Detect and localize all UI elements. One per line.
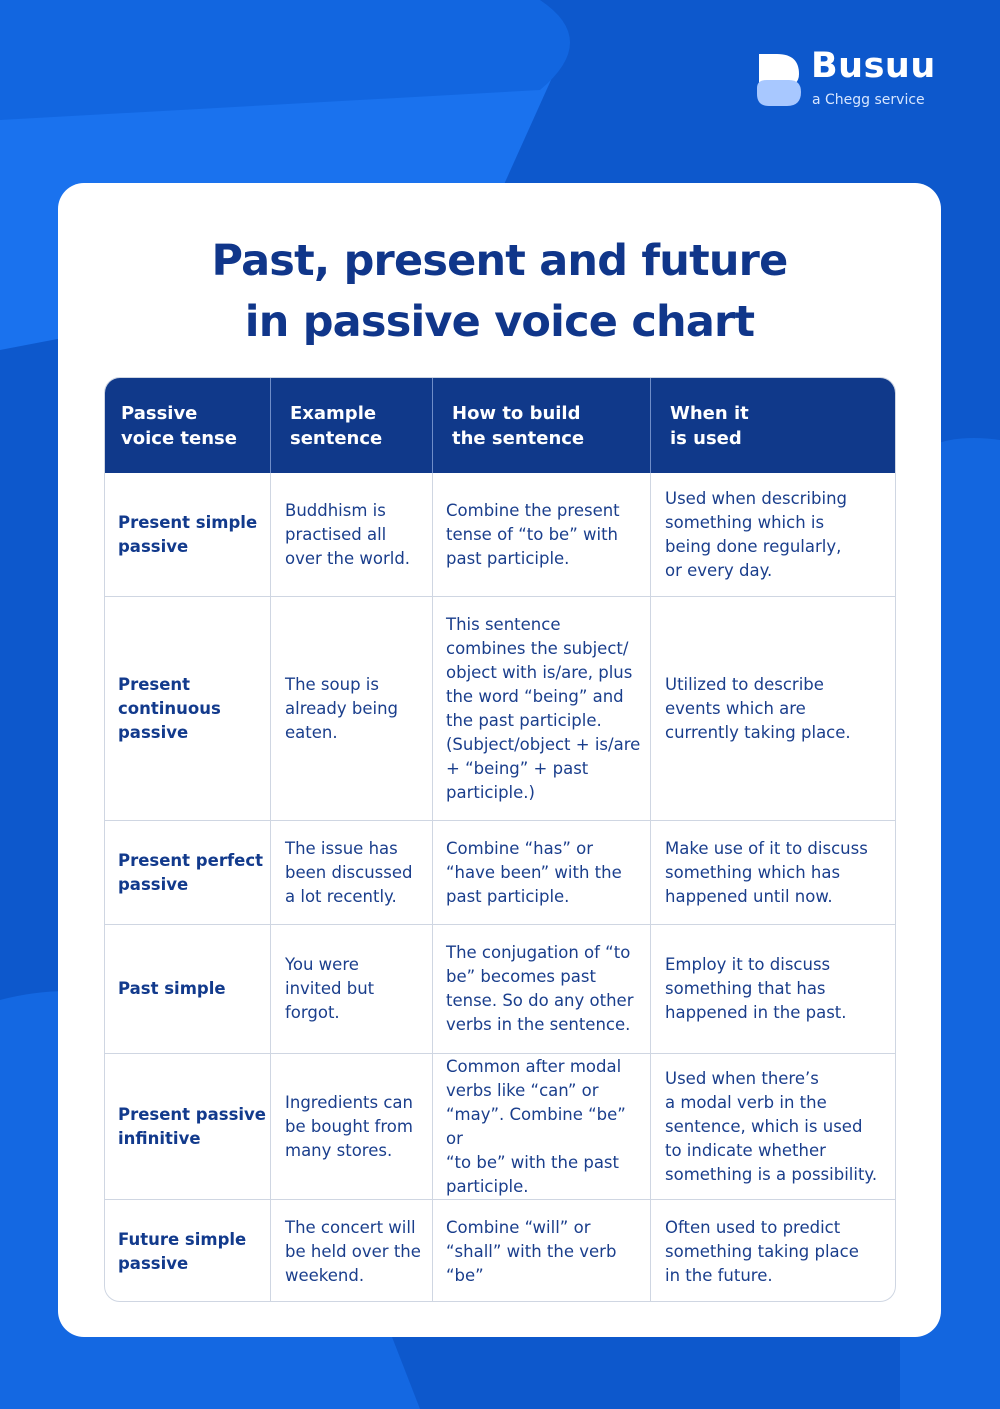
build-cell [433, 473, 651, 596]
header-divider [270, 378, 271, 473]
table-header [105, 378, 896, 473]
example-cell [271, 1200, 433, 1302]
header-divider [432, 378, 433, 473]
tense-cell [105, 925, 271, 1053]
usage-cell [651, 1054, 896, 1199]
header-divider [650, 378, 651, 473]
tense-text: Present passive infinitive [118, 1104, 267, 1148]
usage-cell [651, 925, 896, 1053]
example-cell [271, 1054, 433, 1199]
header-how-to-build: How to build the sentence [452, 402, 585, 449]
example-text: Ingredients can be bought from many stores. [285, 1092, 413, 1160]
usage-cell [651, 597, 896, 820]
chart-card [58, 183, 941, 1337]
build-text: Combine the present tense of “to be” with past participle. [446, 500, 620, 568]
usage-text: Employ it to discuss something that has happened in the past. [665, 955, 847, 1022]
tense-text: Future simple passive [118, 1229, 247, 1273]
build-cell [433, 1200, 651, 1302]
usage-text: Used when describing something which is being done regularly, or every day. [665, 488, 847, 580]
page-title [58, 231, 941, 353]
build-cell [433, 925, 651, 1053]
tense-text: Present perfect passive [118, 850, 263, 894]
table-row [105, 1053, 896, 1199]
title-line-1: Past, present and future [211, 236, 788, 286]
tense-text: Past simple [118, 979, 226, 998]
build-cell [433, 597, 651, 820]
header-example-sentence: Example sentence [290, 402, 383, 449]
busuu-logo-icon [755, 52, 803, 108]
brand-name: Busuu [811, 46, 936, 86]
table-row [105, 596, 896, 820]
example-text: Buddhism is practised all over the world. [285, 500, 411, 568]
busuu-logo [755, 46, 955, 112]
build-text: Combine “will” or “shall” with the verb “be” [446, 1217, 617, 1285]
table-row [105, 473, 896, 596]
example-text: The concert will be held over the weekend. [285, 1217, 421, 1285]
build-cell [433, 1054, 651, 1199]
build-cell [433, 821, 651, 924]
tense-cell [105, 821, 271, 924]
usage-text: Used when there’s a modal verb in the sentence, which is used to indicate whether something is a possibility. [665, 1068, 878, 1184]
tense-text: Present continuous passive [118, 674, 221, 742]
usage-text: Utilized to describe events which are currently taking place. [665, 674, 851, 742]
build-text: Common after modal verbs like “can” or “may”. Combine “be” or “to be” with the past participle. [446, 1056, 626, 1196]
title-line-2: in passive voice chart [244, 297, 755, 347]
tense-cell [105, 1200, 271, 1302]
example-text: The soup is already being eaten. [285, 674, 399, 742]
header-passive-voice-tense: Passive voice tense [121, 402, 237, 449]
example-cell [271, 925, 433, 1053]
example-cell [271, 821, 433, 924]
brand-tagline: a Chegg service [812, 92, 925, 108]
table-row [105, 820, 896, 924]
tense-cell [105, 1054, 271, 1199]
passive-voice-table [104, 377, 896, 1302]
example-text: You were invited but forgot. [285, 955, 375, 1022]
build-text: The conjugation of “to be” becomes past tense. So do any other verbs in the sentence. [446, 943, 634, 1034]
tense-cell [105, 473, 271, 596]
table-row [105, 924, 896, 1053]
table-row [105, 1199, 896, 1302]
tense-text: Present simple passive [118, 512, 258, 556]
tense-cell [105, 597, 271, 820]
example-cell [271, 597, 433, 820]
usage-cell [651, 1200, 896, 1302]
usage-cell [651, 473, 896, 596]
header-when-used: When it is used [670, 402, 749, 449]
example-text: The issue has been discussed a lot recently. [285, 838, 413, 906]
build-text: Combine “has” or “have been” with the past participle. [446, 838, 622, 906]
usage-cell [651, 821, 896, 924]
usage-text: Make use of it to discuss something which has happened until now. [665, 838, 868, 906]
example-cell [271, 473, 433, 596]
build-text: This sentence combines the subject/ object with is/are, plus the word “being” and the past participle. (Subject/object + is/are + “being” + past participle.) [446, 614, 641, 802]
usage-text: Often used to predict something taking place in the future. [665, 1217, 859, 1285]
